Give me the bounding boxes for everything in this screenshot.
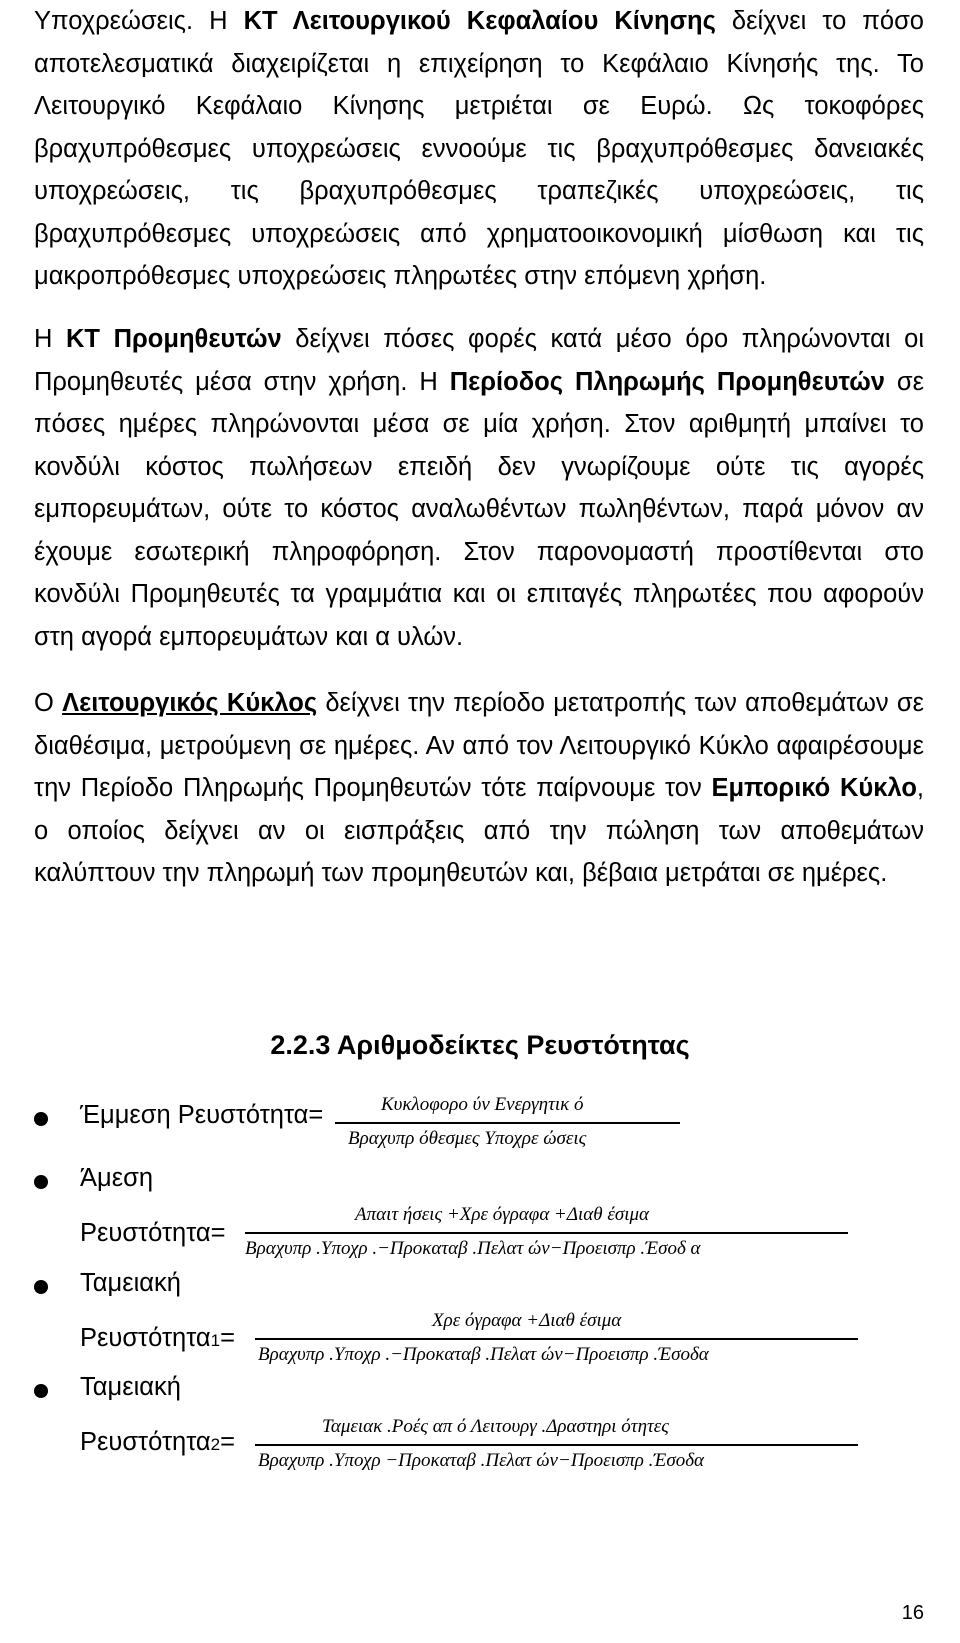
text-run: Ο [34, 689, 63, 717]
formula-label: Ταμειακή [80, 1269, 181, 1297]
formula-denominator: Βραχυπρ .Υποχρ .−Προκαταβ .Πελατ ών−Προεισπρ .Έσοδα [258, 1344, 709, 1365]
bullet-icon [34, 1384, 48, 1398]
formula-label-index: 2 [210, 1435, 221, 1454]
fraction-bar [255, 1338, 858, 1340]
text-run: σε πόσες ημέρες πληρώνονται μέσα σε μία χρήση. Στον αριθμητή μπαίνει το κονδύλι κόστος πωλήσεων επειδή δεν γνωρίζουμε ούτε τις αγορές εμπορευμάτων, ούτε το κόστος αναλωθέντων πωληθέντων, παρά μόνον αν έχουμε εσωτερική πληροφόρηση. Στον παρονομαστή προστίθενται στο κονδύλι Προμηθευτές τα γραμμάτια και οι επιταγές πληρωτέες που αφορούν στη αγορά εμπορευμάτων και α υλών. [34, 367, 924, 651]
text-run: Η [34, 325, 67, 353]
fraction-bar [255, 1444, 858, 1446]
formula-numerator: Ταμειακ .Ροές απ ό Λειτουργ .Δραστηρι ότητες [322, 1416, 669, 1437]
formula-label: Ταμειακή [80, 1373, 181, 1401]
paragraph-operating-cycle [34, 682, 924, 895]
formula-label-equals: = [220, 1324, 236, 1352]
formula-label-equals: = [220, 1428, 236, 1456]
bold-underlined-term: Λειτουργικός Κύκλος [62, 689, 318, 717]
formula-label [80, 1428, 235, 1457]
paragraph-working-capital [34, 0, 924, 298]
bold-term: ΚΤ Λειτουργικού Κεφαλαίου Κίνησης [243, 7, 716, 35]
text-run: Υποχρεώσεις. Η [34, 7, 244, 35]
fraction-bar [335, 1122, 680, 1124]
bullet-icon [34, 1112, 48, 1126]
formula-label: Έμμεση Ρευστότητα= [80, 1101, 324, 1129]
formula-label: Ρευστότητα= [80, 1219, 226, 1247]
text-run: δείχνει την περίοδο μετατροπής των αποθεμάτων σε διαθέσιμα, μετρούμενη σε ημέρες. Αν από τον Λειτουργικό Κύκλο αφαιρέσουμε την Περίοδο Πληρωμής Προμηθευτών τότε παίρνουμε τον [34, 689, 924, 802]
formula-numerator: Απαιτ ήσεις +Χρε όγραφα +Διαθ έσιμα [355, 1204, 649, 1225]
bold-term: ΚΤ Προμηθευτών [66, 325, 282, 353]
bold-term: Περίοδος Πληρωμής Προμηθευτών [449, 367, 885, 396]
formula-label: Άμεση [80, 1164, 154, 1192]
section-title: 2.2.3 Αριθμοδείκτες Ρευστότητας [270, 1030, 690, 1060]
formula-label [80, 1324, 235, 1353]
text-run: δείχνει πόσες φορές κατά μέσο όρο πληρώνονται οι Προμηθευτές μέσα στην χρήση. Η [34, 325, 924, 396]
formula-label-index: 1 [210, 1331, 221, 1350]
fraction-bar [245, 1232, 848, 1234]
formula-label-text: Ρευστότητα [80, 1324, 211, 1352]
formula-numerator: Χρε όγραφα +Διαθ έσιμα [432, 1310, 622, 1331]
bullet-icon [34, 1280, 48, 1294]
bullet-icon [34, 1175, 48, 1189]
formula-denominator: Βραχυπρ .Υποχρ .−Προκαταβ .Πελατ ών−Προεισπρ .Έσοδ α [245, 1238, 701, 1259]
text-run: , ο οποίος δείχνει αν οι εισπράξεις από την πώληση των αποθεμάτων καλύπτουν την πληρωμή των προμηθευτών και, βέβαια μετράται σε ημέρες. [34, 774, 924, 887]
formula-label-text: Ρευστότητα [80, 1428, 211, 1456]
paragraph-suppliers [34, 318, 924, 658]
formula-numerator: Κυκλοφορο ύν Ενεργητικ ό [381, 1094, 584, 1115]
formula-denominator: Βραχυπρ .Υποχρ −Προκαταβ .Πελατ ών−Προεισπρ .Έσοδα [258, 1450, 705, 1471]
text-run: δείχνει το πόσο αποτελεσματικά διαχειρίζεται η επιχείρηση το Κεφάλαιο Κίνησής της. Το Λειτουργικό Κεφάλαιο Κίνησης μετριέται σε Ευρώ. Ως τοκοφόρες βραχυπρόθεσμες υποχρεώσεις εννοούμε τις βραχυπρόθεσμες δανειακές υποχρεώσεις, τις βραχυπρόθεσμες τραπεζικές υποχρεώσεις, τις βραχυπρόθεσμες υποχρεώσεις από χρηματοοικονομική μίσθωση και τις μακροπρόθεσμες υποχρεώσεις πληρωτέες στην επόμενη χρήση. [34, 7, 924, 290]
bold-term: Εμπορικό Κύκλο [711, 774, 917, 802]
page-number: 16 [901, 1602, 924, 1624]
formula-denominator: Βραχυπρ όθεσμες Υποχρε ώσεις [348, 1128, 587, 1149]
